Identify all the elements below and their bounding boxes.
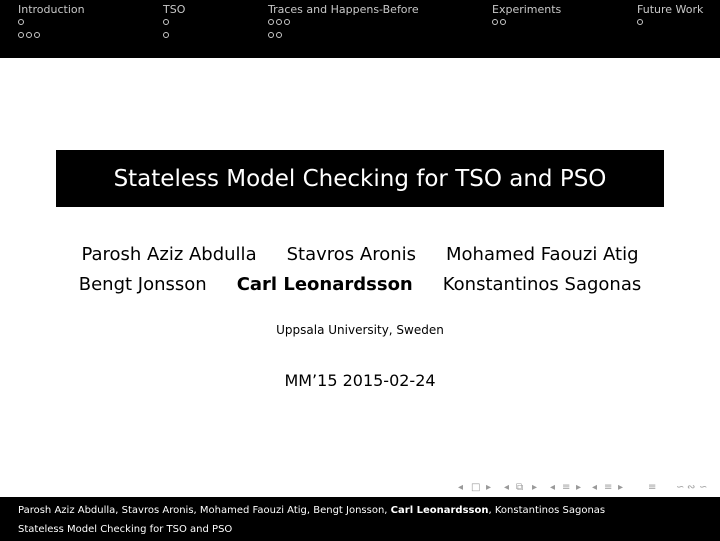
arrow-right-icon[interactable]: ▸ (576, 482, 582, 493)
slide-dot[interactable] (268, 32, 274, 38)
back-icon[interactable]: ∽ (676, 482, 685, 493)
slide-dots-row-2 (163, 32, 185, 42)
arrow-left-icon[interactable]: ◂ (550, 482, 556, 493)
nav-section-experiments[interactable] (492, 3, 561, 29)
slide-dot[interactable] (492, 19, 498, 25)
arrow-left-icon[interactable]: ◂ (458, 482, 464, 493)
section-navigation-bar (0, 0, 720, 58)
nav-section-label[interactable]: Introduction (18, 3, 85, 16)
document-icon[interactable]: ≡ (604, 482, 613, 493)
slide-title: Stateless Model Checking for TSO and PSO (113, 165, 607, 192)
slide-dots-row-2 (268, 32, 419, 42)
author-name: Mohamed Faouzi Atig (446, 244, 639, 265)
slide-dot[interactable] (163, 32, 169, 38)
section-icon[interactable]: ≡ (562, 482, 571, 493)
frame-icon[interactable]: □ (471, 482, 481, 493)
arrow-right-icon[interactable]: ▸ (532, 482, 538, 493)
footer-bar (0, 497, 720, 541)
author-name: Stavros Aronis (286, 244, 416, 265)
footer-authors-part: , Konstantinos Sagonas (488, 505, 606, 516)
author-name-presenter: Carl Leonardsson (236, 274, 413, 295)
arrow-left-icon[interactable]: ◂ (592, 482, 598, 493)
slide-dot[interactable] (18, 32, 24, 38)
authors-row-1 (0, 240, 720, 270)
appendix-icon[interactable]: ≡ (648, 482, 657, 493)
title-box (56, 150, 664, 207)
slide-dot[interactable] (163, 19, 169, 25)
footer-authors (18, 505, 605, 516)
slide-dots-row-1 (268, 19, 419, 29)
forward-icon[interactable]: ∽ (699, 482, 708, 493)
date: MM’15 2015-02-24 (284, 371, 436, 390)
slide-dot[interactable] (18, 19, 24, 25)
author-name: Bengt Jonsson (78, 274, 207, 295)
subsection-icon[interactable]: ⧉ (516, 482, 524, 493)
authors-row-2 (0, 270, 720, 300)
slide-dot[interactable] (284, 19, 290, 25)
footer-title: Stateless Model Checking for TSO and PSO (18, 524, 233, 535)
nav-section-introduction[interactable] (18, 3, 85, 42)
slide-dots-row-2 (18, 32, 85, 42)
slide-dots-row-1 (18, 19, 85, 29)
nav-section-label[interactable]: Traces and Happens-Before (268, 3, 419, 16)
authors-block (0, 240, 720, 300)
arrow-left-icon[interactable]: ◂ (504, 482, 510, 493)
slide-dot[interactable] (26, 32, 32, 38)
slide-dots-row-1 (492, 19, 561, 29)
slide-dot[interactable] (34, 32, 40, 38)
nav-section-traces[interactable] (268, 3, 419, 42)
arrow-right-icon[interactable]: ▸ (486, 482, 492, 493)
footer-presenter: Carl Leonardsson (390, 505, 489, 516)
navigation-symbols (458, 482, 716, 496)
slide-dot[interactable] (500, 19, 506, 25)
slide-dots-row-1 (163, 19, 185, 29)
arrow-right-icon[interactable]: ▸ (618, 482, 624, 493)
nav-section-tso[interactable] (163, 3, 185, 42)
slide-dot[interactable] (276, 19, 282, 25)
author-name: Konstantinos Sagonas (442, 274, 642, 295)
institute: Uppsala University, Sweden (276, 323, 444, 337)
nav-section-label[interactable]: TSO (163, 3, 186, 16)
footer-authors-part: Parosh Aziz Abdulla, Stavros Aronis, Mohamed Faouzi Atig, Bengt Jonsson, (18, 505, 391, 516)
nav-section-label[interactable]: Future Work (637, 3, 704, 16)
slide-dot[interactable] (637, 19, 643, 25)
slide-dot[interactable] (268, 19, 274, 25)
author-name: Parosh Aziz Abdulla (81, 244, 257, 265)
nav-section-future-work[interactable] (637, 3, 703, 29)
slide-dots-row-1 (637, 19, 703, 29)
search-icon[interactable]: ∾ (687, 482, 696, 493)
nav-section-label[interactable]: Experiments (492, 3, 562, 16)
slide-dot[interactable] (276, 32, 282, 38)
